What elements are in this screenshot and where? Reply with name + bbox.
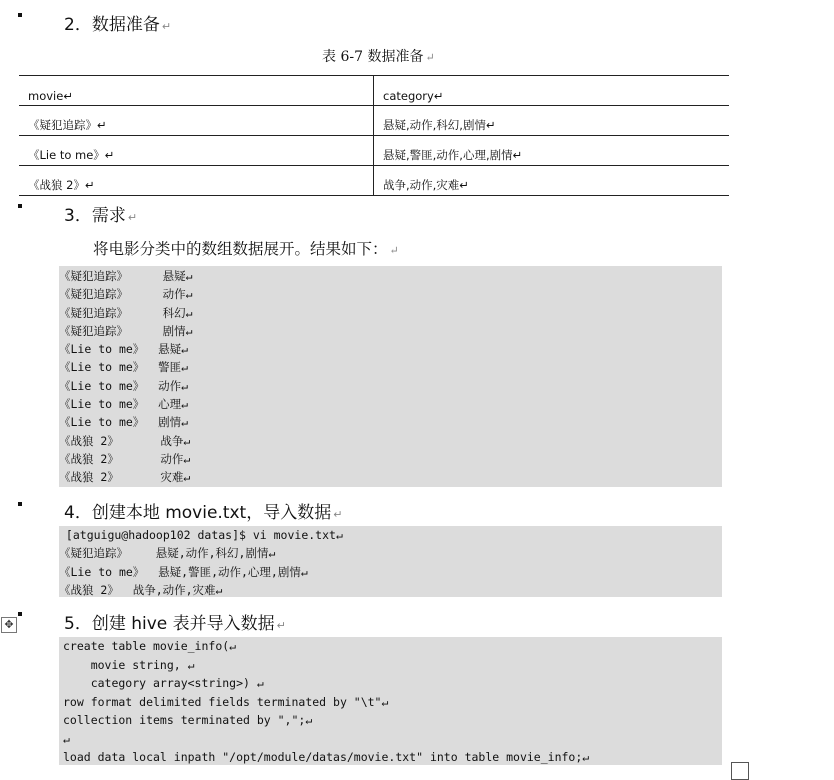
code-line: 《Lie to me》 剧情↵	[59, 415, 189, 430]
code-line: 《Lie to me》 动作↵	[59, 378, 189, 393]
table-row	[19, 136, 729, 166]
code-line: ↵	[63, 731, 70, 746]
page-corner-icon	[731, 762, 749, 780]
header-cell-category: category↵	[374, 76, 730, 106]
code-line: 《疑犯追踪》 科幻↵	[59, 305, 193, 320]
code-line: 《疑犯追踪》 剧情↵	[59, 323, 193, 338]
result-code-block	[59, 266, 722, 487]
code-line: 《疑犯追踪》 悬疑,动作,科幻,剧情↵	[59, 546, 276, 561]
table-cell: 《Lie to me》↵	[19, 136, 374, 166]
code-line: collection items terminated by ",";↵	[63, 713, 313, 727]
table-cell: 《疑犯追踪》↵	[19, 106, 374, 136]
section-3-intro: 将电影分类中的数组数据展开。结果如下： ↵	[93, 240, 399, 258]
header-cell-movie: movie↵	[19, 76, 374, 106]
code-line: create table movie_info(↵	[63, 639, 237, 653]
table-cell: 战争,动作,灾难↵	[374, 166, 730, 196]
section-2-heading	[64, 14, 171, 38]
code-line: 《战狼 2》 战争↵	[59, 433, 191, 448]
section-2-title: 2．数据准备	[64, 15, 160, 35]
table-row	[19, 166, 729, 196]
file-code-block	[59, 526, 722, 597]
section-4-heading	[64, 502, 342, 526]
bullet-marker	[18, 13, 22, 17]
bullet-marker	[18, 502, 22, 506]
paragraph-mark-icon: ↵	[333, 508, 343, 521]
code-line: 《疑犯追踪》 悬疑↵	[59, 269, 193, 283]
code-line: category array<string>) ↵	[63, 676, 264, 690]
table-header-row	[19, 76, 729, 106]
code-line: [atguigu@hadoop102 datas]$ vi movie.txt↵	[59, 528, 343, 542]
bullet-marker	[18, 204, 22, 208]
section-4-title: 4．创建本地 movie.txt，导入数据	[64, 503, 332, 523]
code-line: load data local inpath "/opt/module/datas/movie.txt" into table movie_info;↵	[63, 750, 590, 764]
code-line: 《疑犯追踪》 动作↵	[59, 287, 193, 302]
code-line: 《Lie to me》 悬疑,警匪,动作,心理,剧情↵	[59, 564, 308, 579]
paragraph-mark-icon: ↵	[425, 51, 435, 64]
code-line: 《Lie to me》 警匪↵	[59, 360, 189, 375]
hive-code-block	[59, 637, 722, 765]
table-cell: 《战狼 2》↵	[19, 166, 374, 196]
move-handle-icon[interactable]: ✥	[1, 617, 17, 633]
section-3-heading	[64, 205, 137, 229]
code-line: row format delimited fields terminated by "\t"↵	[63, 694, 389, 709]
code-line: 《战狼 2》 灾难↵	[59, 470, 191, 485]
code-line: 《Lie to me》 心理↵	[59, 397, 189, 412]
section-5-heading	[64, 613, 286, 637]
data-table	[19, 75, 729, 196]
table-caption: 表 6-7 数据准备 ↵	[322, 49, 435, 65]
table-row	[19, 106, 729, 136]
section-3-title: 3．需求	[64, 206, 126, 226]
table-cell: 悬疑,警匪,动作,心理,剧情↵	[374, 136, 730, 166]
code-line: 《Lie to me》 悬疑↵	[59, 342, 189, 357]
paragraph-mark-icon: ↵	[127, 211, 138, 224]
paragraph-mark-icon: ↵	[276, 619, 286, 632]
paragraph-mark-icon: ↵	[389, 244, 399, 257]
code-line: movie string, ↵	[63, 657, 195, 672]
section-5-title: 5．创建 hive 表并导入数据	[64, 614, 275, 634]
paragraph-mark-icon: ↵	[161, 20, 172, 33]
bullet-marker	[18, 612, 22, 616]
code-line: 《战狼 2》 战争,动作,灾难↵	[59, 582, 223, 597]
code-line: 《战狼 2》 动作↵	[59, 451, 191, 466]
table-cell: 悬疑,动作,科幻,剧情↵	[374, 106, 730, 136]
